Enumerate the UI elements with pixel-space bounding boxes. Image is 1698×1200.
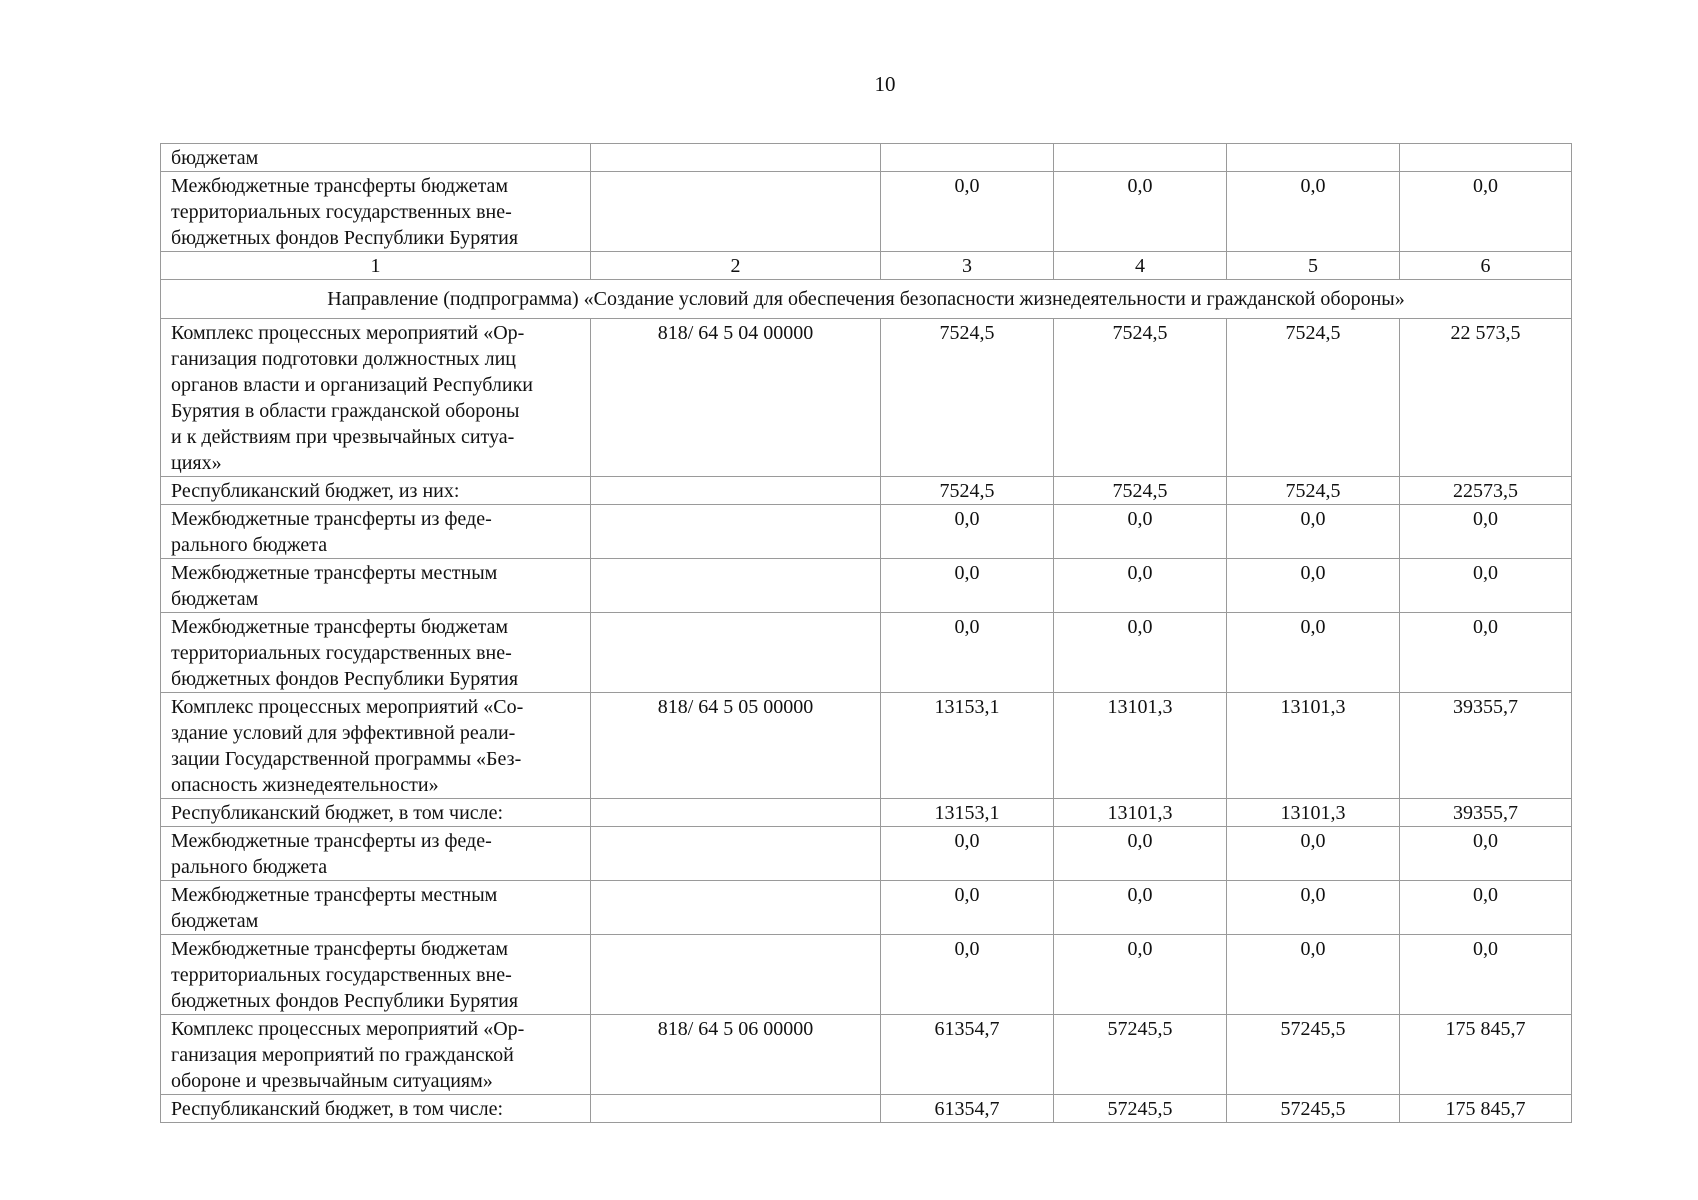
table-row <box>161 559 1572 613</box>
value-cell-col-6 <box>1400 144 1572 172</box>
budget-code-cell <box>591 477 881 505</box>
row-name-line: ганизация мероприятий по гражданской <box>171 1044 514 1066</box>
table-row <box>161 505 1572 559</box>
value-cell-col-5: 57245,5 <box>1227 1095 1400 1123</box>
row-name-cell <box>161 319 591 477</box>
value-cell-col-6: 0,0 <box>1400 505 1572 559</box>
column-number-row <box>161 252 1572 280</box>
section-title: Направление (подпрограмма) «Создание условий для обеспечения безопасности жизнедеятельности и гражданской обороны» <box>161 280 1572 319</box>
value-cell-col-4: 7524,5 <box>1054 477 1227 505</box>
row-name-line: ганизация подготовки должностных лиц <box>171 348 517 370</box>
value-cell-col-3: 61354,7 <box>881 1095 1054 1123</box>
value-cell-col-6: 0,0 <box>1400 559 1572 613</box>
value-cell-col-4: 13101,3 <box>1054 693 1227 799</box>
row-name-line: здание условий для эффективной реали- <box>171 722 516 744</box>
row-name-cell <box>161 693 591 799</box>
value-cell-col-6: 0,0 <box>1400 613 1572 693</box>
value-cell-col-5: 0,0 <box>1227 172 1400 252</box>
row-name-cell <box>161 827 591 881</box>
value-cell-col-3: 13153,1 <box>881 693 1054 799</box>
column-number-6: 6 <box>1400 252 1572 280</box>
value-cell-col-3: 0,0 <box>881 613 1054 693</box>
value-cell-col-5: 0,0 <box>1227 613 1400 693</box>
value-cell-col-6: 0,0 <box>1400 827 1572 881</box>
budget-code-cell <box>591 1095 881 1123</box>
value-cell-col-3: 7524,5 <box>881 477 1054 505</box>
column-number-4: 4 <box>1054 252 1227 280</box>
table-row <box>161 477 1572 505</box>
row-name-line: Республиканский бюджет, из них: <box>171 480 460 502</box>
value-cell-col-5: 7524,5 <box>1227 477 1400 505</box>
row-name-line: Комплекс процессных мероприятий «Ор- <box>171 322 525 344</box>
row-name-cell <box>161 881 591 935</box>
row-name-cell <box>161 559 591 613</box>
value-cell-col-3: 0,0 <box>881 505 1054 559</box>
row-name-cell <box>161 613 591 693</box>
table-body-after-header <box>161 319 1572 1123</box>
value-cell-col-6: 0,0 <box>1400 172 1572 252</box>
column-number-2: 2 <box>591 252 881 280</box>
value-cell-col-3: 0,0 <box>881 172 1054 252</box>
row-name-line: Межбюджетные трансферты бюджетам <box>171 616 509 638</box>
table-column-numbers <box>161 252 1572 319</box>
row-name-line: Межбюджетные трансферты местным <box>171 562 498 584</box>
row-name-cell <box>161 477 591 505</box>
row-name-line: Бурятия в области гражданской обороны <box>171 400 520 422</box>
value-cell-col-3: 0,0 <box>881 881 1054 935</box>
budget-code-cell: 818/ 64 5 04 00000 <box>591 319 881 477</box>
row-name-line: бюджетам <box>171 910 259 932</box>
row-name-line: Межбюджетные трансферты бюджетам <box>171 938 509 960</box>
row-name-line: бюджетных фондов Республики Бурятия <box>171 990 519 1012</box>
table-row <box>161 144 1572 172</box>
value-cell-col-4: 0,0 <box>1054 827 1227 881</box>
row-name-cell <box>161 505 591 559</box>
value-cell-col-5: 0,0 <box>1227 881 1400 935</box>
budget-code-cell <box>591 172 881 252</box>
row-name-line: территориальных государственных вне- <box>171 642 512 664</box>
table-row <box>161 935 1572 1015</box>
row-name-line: обороне и чрезвычайным ситуациям» <box>171 1070 493 1092</box>
row-name-cell <box>161 935 591 1015</box>
table-row <box>161 613 1572 693</box>
value-cell-col-3: 0,0 <box>881 827 1054 881</box>
value-cell-col-4: 0,0 <box>1054 881 1227 935</box>
value-cell-col-6: 22573,5 <box>1400 477 1572 505</box>
budget-code-cell <box>591 881 881 935</box>
budget-code-cell <box>591 827 881 881</box>
value-cell-col-3: 0,0 <box>881 559 1054 613</box>
row-name-cell <box>161 1095 591 1123</box>
row-name-line: Республиканский бюджет, в том числе: <box>171 802 504 824</box>
value-cell-col-4 <box>1054 144 1227 172</box>
table-row <box>161 693 1572 799</box>
column-number-1: 1 <box>161 252 591 280</box>
row-name-line: рального бюджета <box>171 856 328 878</box>
row-name-line: Межбюджетные трансферты бюджетам <box>171 175 509 197</box>
budget-code-cell <box>591 935 881 1015</box>
row-name-cell <box>161 799 591 827</box>
section-row <box>161 280 1572 319</box>
table-row <box>161 881 1572 935</box>
table-row <box>161 827 1572 881</box>
value-cell-col-6: 22 573,5 <box>1400 319 1572 477</box>
row-name-line: бюджетных фондов Республики Бурятия <box>171 668 519 690</box>
row-name-line: Комплекс процессных мероприятий «Со- <box>171 696 524 718</box>
budget-code-cell <box>591 559 881 613</box>
table-row <box>161 1095 1572 1123</box>
budget-code-cell <box>591 799 881 827</box>
table-body-before-header <box>161 144 1572 252</box>
value-cell-col-5: 57245,5 <box>1227 1015 1400 1095</box>
value-cell-col-5: 13101,3 <box>1227 799 1400 827</box>
column-number-5: 5 <box>1227 252 1400 280</box>
row-name-cell <box>161 1015 591 1095</box>
value-cell-col-4: 0,0 <box>1054 505 1227 559</box>
value-cell-col-5: 0,0 <box>1227 505 1400 559</box>
row-name-line: и к действиям при чрезвычайных ситуа- <box>171 426 515 448</box>
value-cell-col-5: 0,0 <box>1227 559 1400 613</box>
row-name-line: территориальных государственных вне- <box>171 964 512 986</box>
row-name-line: бюджетных фондов Республики Бурятия <box>171 227 519 249</box>
row-name-line: органов власти и организаций Республики <box>171 374 533 396</box>
value-cell-col-4: 57245,5 <box>1054 1015 1227 1095</box>
value-cell-col-3: 13153,1 <box>881 799 1054 827</box>
row-name-line: Межбюджетные трансферты из феде- <box>171 830 492 852</box>
value-cell-col-6: 0,0 <box>1400 881 1572 935</box>
column-number-3: 3 <box>881 252 1054 280</box>
row-name-line: бюджетам <box>171 147 259 169</box>
value-cell-col-4: 13101,3 <box>1054 799 1227 827</box>
value-cell-col-6: 39355,7 <box>1400 693 1572 799</box>
budget-code-cell <box>591 505 881 559</box>
value-cell-col-3: 0,0 <box>881 935 1054 1015</box>
budget-code-cell: 818/ 64 5 06 00000 <box>591 1015 881 1095</box>
value-cell-col-4: 0,0 <box>1054 559 1227 613</box>
value-cell-col-3: 61354,7 <box>881 1015 1054 1095</box>
value-cell-col-5: 13101,3 <box>1227 693 1400 799</box>
budget-code-cell: 818/ 64 5 05 00000 <box>591 693 881 799</box>
row-name-line: Межбюджетные трансферты местным <box>171 884 498 906</box>
row-name-line: территориальных государственных вне- <box>171 201 512 223</box>
value-cell-col-6: 0,0 <box>1400 935 1572 1015</box>
table-row <box>161 1015 1572 1095</box>
value-cell-col-6: 39355,7 <box>1400 799 1572 827</box>
row-name-line: Республиканский бюджет, в том числе: <box>171 1098 504 1120</box>
value-cell-col-4: 57245,5 <box>1054 1095 1227 1123</box>
row-name-cell <box>161 144 591 172</box>
value-cell-col-4: 7524,5 <box>1054 319 1227 477</box>
value-cell-col-6: 175 845,7 <box>1400 1095 1572 1123</box>
value-cell-col-3 <box>881 144 1054 172</box>
value-cell-col-4: 0,0 <box>1054 172 1227 252</box>
table-row <box>161 799 1572 827</box>
row-name-cell <box>161 172 591 252</box>
table-row <box>161 172 1572 252</box>
value-cell-col-5: 0,0 <box>1227 827 1400 881</box>
value-cell-col-4: 0,0 <box>1054 613 1227 693</box>
budget-table <box>160 143 1572 1123</box>
value-cell-col-5 <box>1227 144 1400 172</box>
row-name-line: рального бюджета <box>171 534 328 556</box>
value-cell-col-5: 0,0 <box>1227 935 1400 1015</box>
row-name-line: Межбюджетные трансферты из феде- <box>171 508 492 530</box>
row-name-line: циях» <box>171 452 222 474</box>
value-cell-col-4: 0,0 <box>1054 935 1227 1015</box>
value-cell-col-3: 7524,5 <box>881 319 1054 477</box>
page-number: 10 <box>874 72 896 96</box>
value-cell-col-6: 175 845,7 <box>1400 1015 1572 1095</box>
table-row <box>161 319 1572 477</box>
row-name-line: опасность жизнедеятельности» <box>171 774 439 796</box>
row-name-line: зации Государственной программы «Без- <box>171 748 522 770</box>
budget-code-cell <box>591 144 881 172</box>
budget-code-cell <box>591 613 881 693</box>
row-name-line: бюджетам <box>171 588 259 610</box>
value-cell-col-5: 7524,5 <box>1227 319 1400 477</box>
row-name-line: Комплекс процессных мероприятий «Ор- <box>171 1018 525 1040</box>
